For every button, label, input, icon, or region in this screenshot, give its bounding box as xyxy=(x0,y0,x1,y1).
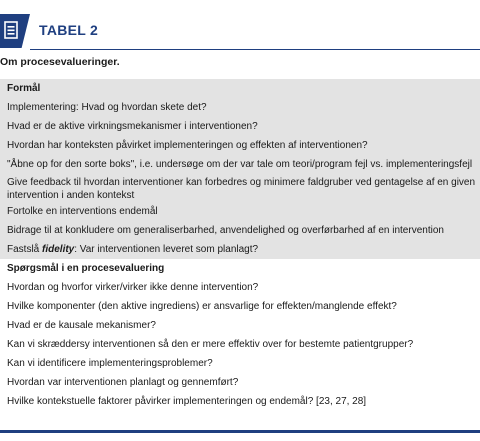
table-row: Kan vi identificere implementeringsproblemer? xyxy=(0,354,480,373)
table-row: "Åbne op for den sorte boks", i.e. undersøge om der var tale om teori/program fejl vs. implementeringsfejl xyxy=(0,155,480,174)
header-divider xyxy=(30,49,480,50)
table-row: Hvilke kontekstuelle faktorer påvirker implementeringen og endemål? [23, 27, 28] xyxy=(0,392,480,411)
section-heading-spoergsmaal: Spørgsmål i en procesevaluering xyxy=(0,259,480,278)
fidelity-suffix: : Var interventionen leveret som planlagt? xyxy=(74,244,259,255)
table-row: Kan vi skræddersy interventionen så den er mere effektiv over for bestemte patientgrupper? xyxy=(0,335,480,354)
bottom-rule xyxy=(0,430,480,433)
table-tag xyxy=(0,14,30,48)
document-list-icon xyxy=(4,21,18,39)
table-row: Hvordan har konteksten påvirket implementeringen og effekten af interventionen? xyxy=(0,136,480,155)
table-row: Hvad er de aktive virkningsmekanismer i interventionen? xyxy=(0,117,480,136)
table-row: Implementering: Hvad og hvordan skete det? xyxy=(0,98,480,117)
table-row: Hvad er de kausale mekanismer? xyxy=(0,316,480,335)
table-header xyxy=(0,14,480,48)
table-title: TABEL 2 xyxy=(39,22,99,38)
table-row: Bidrage til at konkludere om generaliserbarhed, anvendelighed og overførbarhed af en intervention xyxy=(0,221,480,240)
evaluation-table xyxy=(0,79,480,411)
section-heading-formaal: Formål xyxy=(0,79,480,98)
table-row: Give feedback til hvordan interventioner kan forbedres og minimere faldgruber ved gentagelse af en given intervention i anden kontekst xyxy=(0,174,480,202)
fidelity-term: fidelity xyxy=(42,244,75,255)
table-row: Fortolke en interventions endemål xyxy=(0,202,480,221)
table-row: Hvordan var interventionen planlagt og gennemført? xyxy=(0,373,480,392)
fidelity-prefix: Fastslå xyxy=(7,244,43,255)
table-row: Hvilke komponenter (den aktive ingrediens) er ansvarlige for effekten/manglende effekt? xyxy=(0,297,480,316)
table-row: Hvordan og hvorfor virker/virker ikke denne intervention? xyxy=(0,278,480,297)
table-subtitle: Om procesevalueringer. xyxy=(0,56,120,68)
table-row-fidelity xyxy=(0,240,480,259)
